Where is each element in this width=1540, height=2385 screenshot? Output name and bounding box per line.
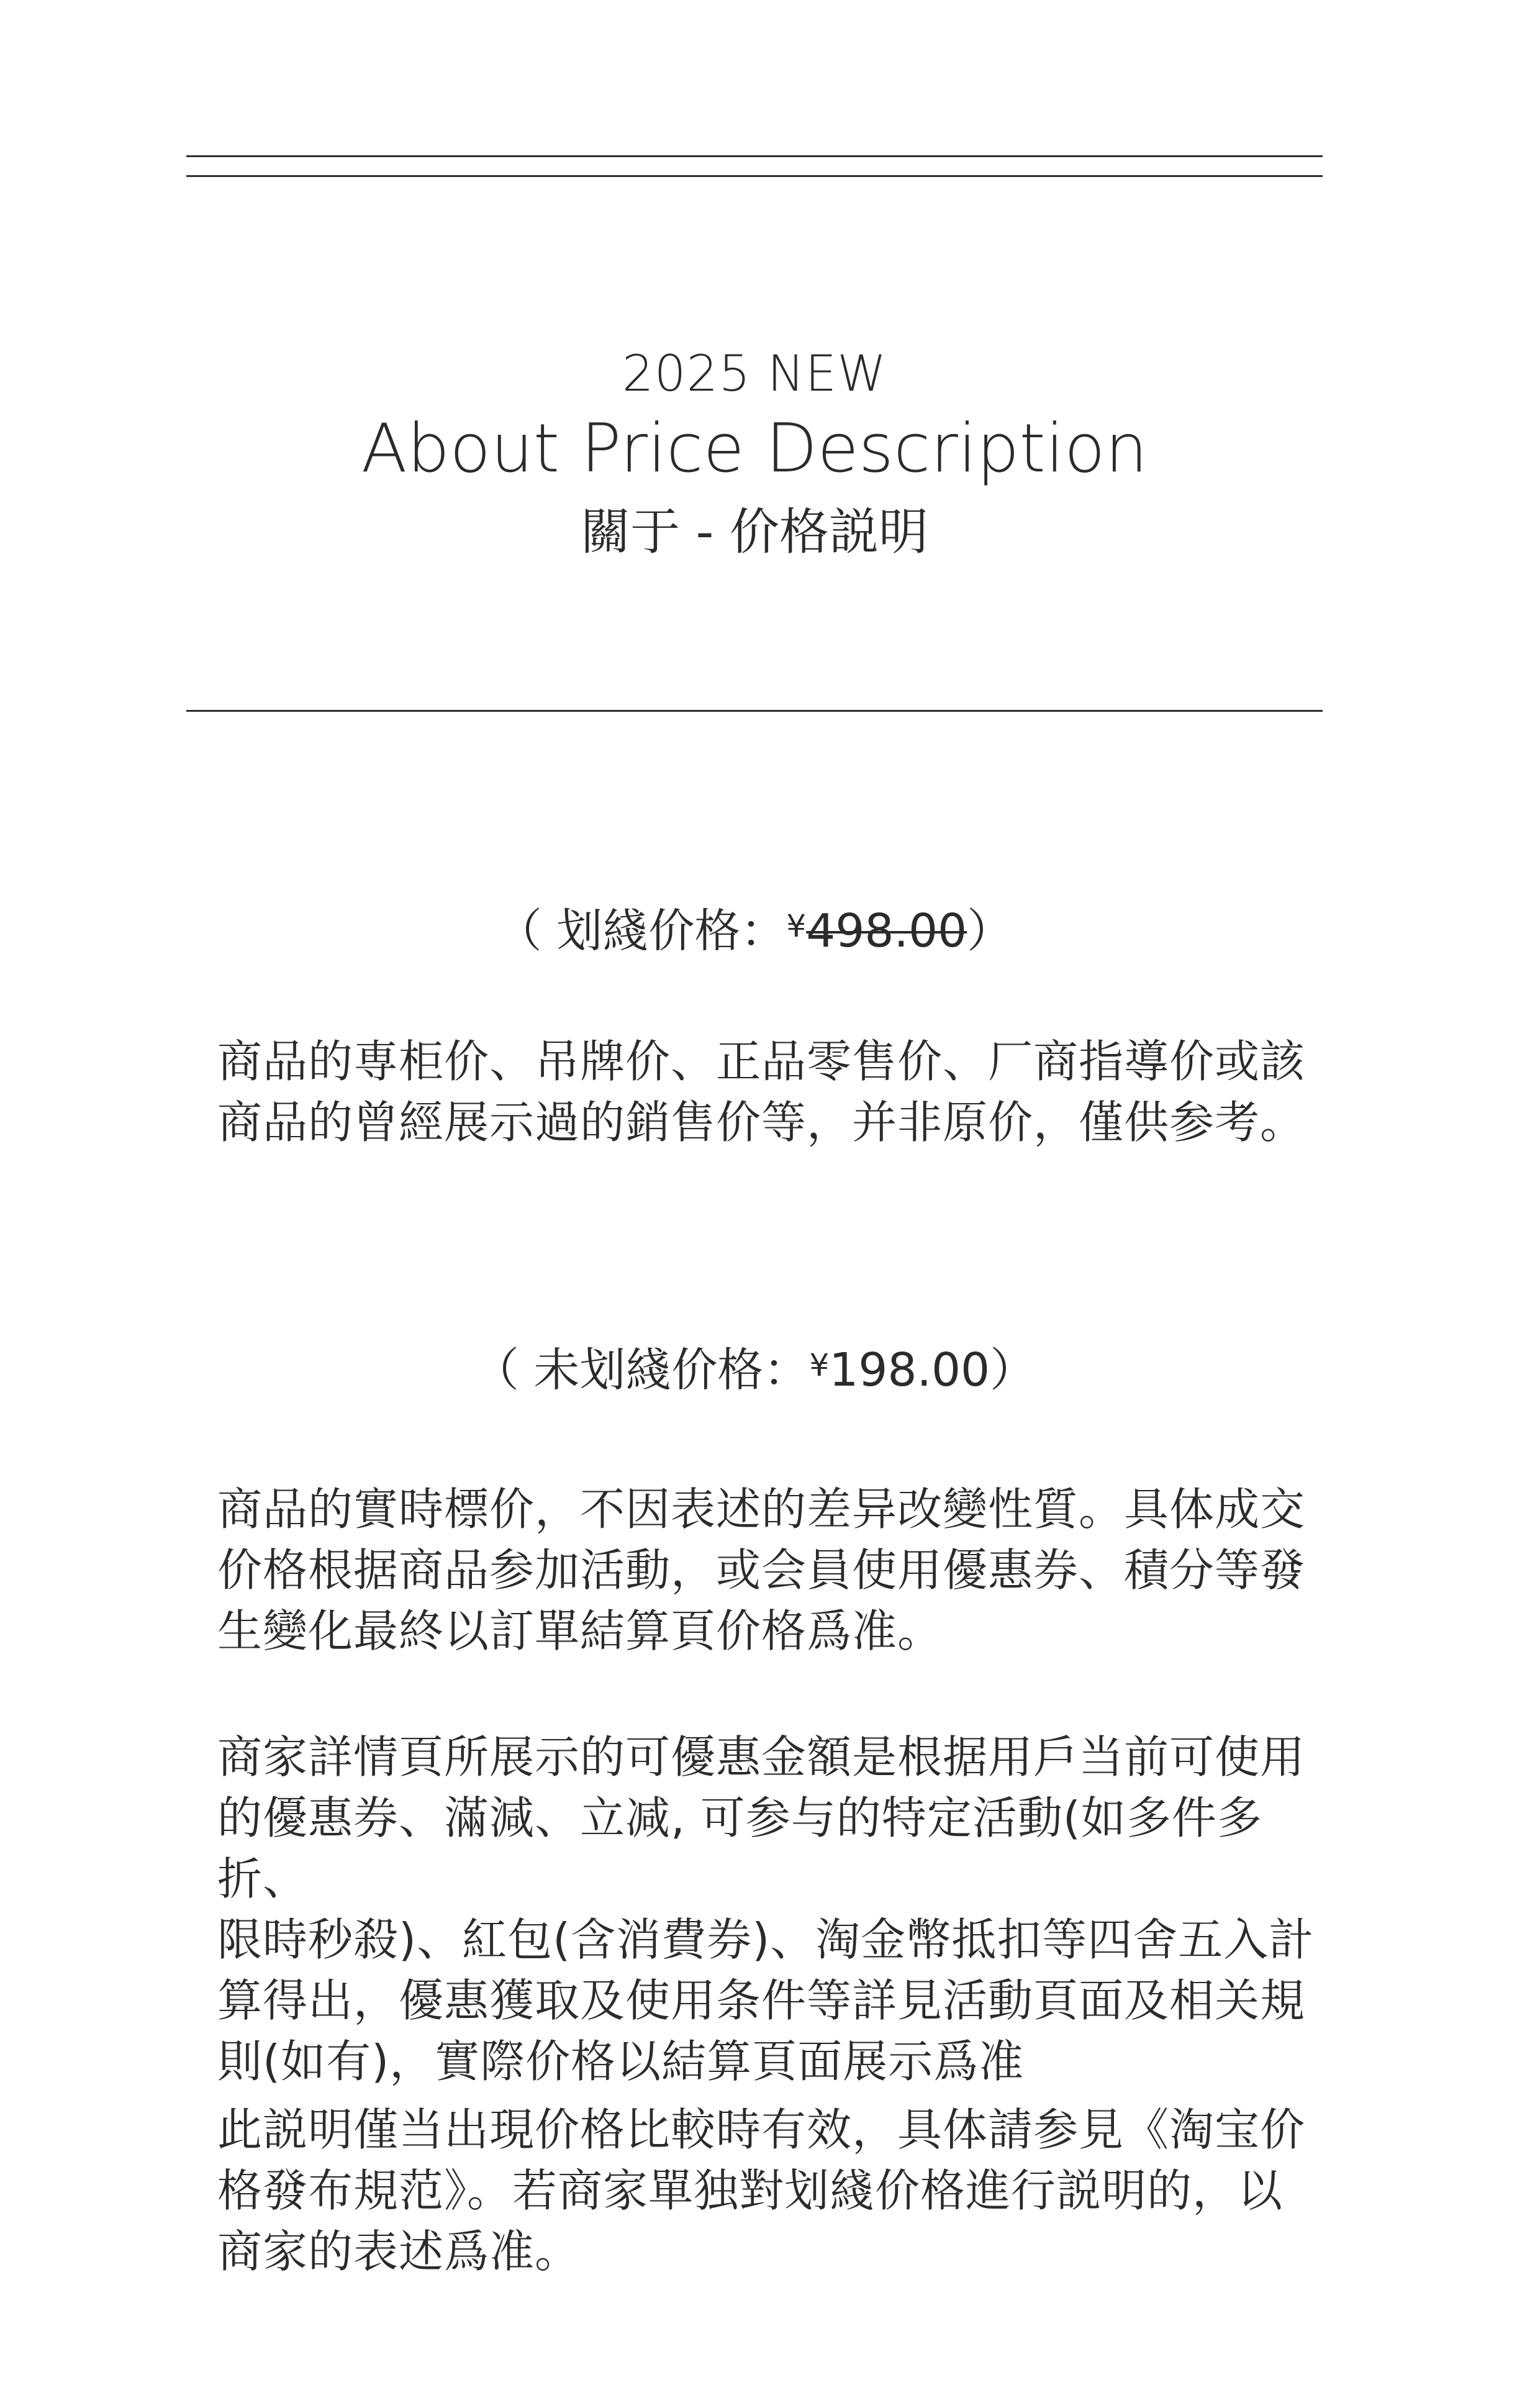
year-tag: 2025 NEW <box>622 345 887 402</box>
struck-price-description: 商品的専柜价、吊牌价、正品零售价、厂商指導价或該 商品的曾經展示過的銷售价等，并非原价，僅供参考。 <box>217 1035 1306 1148</box>
current-price-amount: 198.00 <box>829 1343 990 1397</box>
struck-price-heading <box>186 904 1323 958</box>
current-price-heading <box>186 1343 1323 1397</box>
page-title-chinese: 關于 - 价格説明 <box>581 503 928 561</box>
current-price-description: 商品的實時標价，不因表述的差异改變性質。具体成交 价格根据商品参加活動，或会員使用優惠券、積分等發 生變化最終以訂單結算頁价格爲准。 <box>217 1483 1306 1657</box>
current-price-currency: ¥ <box>809 1347 830 1383</box>
struck-price-close: ） <box>967 904 1013 958</box>
page-title-english: About Price Description <box>361 410 1148 488</box>
current-price-close: ） <box>990 1343 1036 1397</box>
validity-note: 此説明僅当出現价格比較時有效，具体請参見《淘宝价 格發布規范》。若商家單独對划綫价格進行説明的，以 商家的表述爲准。 <box>217 2104 1306 2278</box>
struck-price-amount: 498.00 <box>806 904 967 958</box>
top-divider-line-secondary <box>186 175 1323 177</box>
current-price-label: （ 未划綫价格： <box>473 1343 810 1397</box>
discount-note: 商家詳情頁所展示的可優惠金額是根据用戶当前可使用 的優惠券、滿減、立减, 可参与的特定活動(如多件多折、 限時秒殺)、紅包(含消費券)、淘金幣抵扣等四舍五入計 算得出，優惠獲取及使用条件等詳見活動頁面及相关規 則(如有)，實際价格以結算頁面展示爲准 <box>217 1731 1315 2087</box>
section-divider-line <box>186 710 1323 712</box>
struck-price-label: （ 划綫价格： <box>496 904 787 958</box>
top-divider-line <box>186 155 1323 157</box>
struck-price-currency: ¥ <box>786 908 807 944</box>
